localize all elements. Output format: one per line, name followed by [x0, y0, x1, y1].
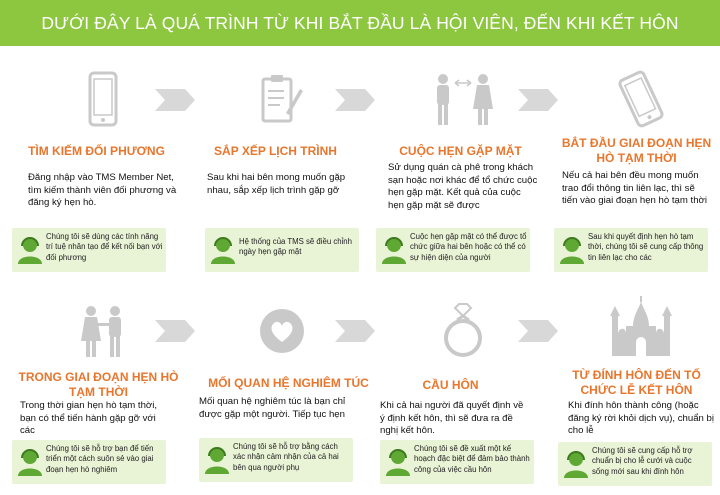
support-note — [558, 442, 712, 486]
step-description: Sau khi hai bên mong muốn gặp nhau, sắp xếp lịch trình gặp gỡ — [207, 172, 346, 196]
support-agent-icon — [385, 448, 411, 476]
support-note-text: Chúng tôi sẽ hỗ trợ bạn để tiến triển một cách suôn sẻ vào giai đoạn hẹn hò nghiêm — [46, 444, 154, 474]
support-note-text: Cuộc hẹn gặp mặt có thể được tổ chức giữa hai bên hoặc có thể có sự hiện diện của người — [410, 232, 527, 262]
support-note — [199, 438, 353, 482]
support-note-text: Chúng tôi sẽ đề xuất một kế hoạch đặc biệt để đảm bảo thành công của việc cầu hôn — [414, 444, 530, 474]
page-header — [0, 0, 720, 46]
support-note — [376, 228, 530, 272]
support-note — [380, 440, 534, 484]
support-agent-icon — [17, 448, 43, 476]
phone-icon — [20, 68, 185, 130]
support-note — [12, 228, 166, 272]
couple-icon — [380, 68, 545, 130]
step-title: TÌM KIẾM ĐỐI PHƯƠNG — [28, 144, 165, 158]
support-note — [554, 228, 708, 272]
page-title: DƯỚI ĐÂY LÀ QUÁ TRÌNH TỪ KHI BẮT ĐẦU LÀ HỘI VIÊN, ĐẾN KHI KẾT HÔN — [41, 12, 679, 33]
step-description: Sử dụng quán cà phê trong khách sạn hoặc nơi khác để tổ chức cuộc hẹn gặp mặt. Kết quả của cuộc hẹn gặp mặt sẽ được — [388, 162, 538, 211]
step-description: Nếu cả hai bên đều mong muốn trao đổi thông tin liên lạc, thì sẽ tiến vào giai đoạn hẹn hò tạm thời — [562, 170, 707, 207]
step-description: Khi đính hôn thành công (hoặc đăng ký rời khỏi dịch vụ), chuẩn bị cho lễ — [568, 400, 715, 437]
support-note-text: Chúng tôi sẽ dùng các tính năng trí tuệ nhân tạo để kết nối bạn với đối phương — [46, 232, 163, 262]
support-note-text: Chúng tôi sẽ hỗ trợ bằng cách xác nhận cảm nhận của cả hai bên qua người phụ — [233, 442, 339, 472]
heart-icon — [199, 300, 364, 362]
support-agent-icon — [210, 236, 236, 264]
step-title: CẦU HÔN — [422, 378, 479, 392]
support-note — [12, 440, 166, 484]
support-agent-icon — [563, 450, 589, 478]
step-title: CUỘC HẸN GẶP MẶT — [399, 144, 522, 158]
step-title: TRONG GIAI ĐOẠN HẸN HÒ TẠM THỜI — [18, 370, 179, 399]
support-note-text: Chúng tôi sẽ cung cấp hỗ trợ chuẩn bị cho lễ cưới và cuộc sống mới sau khi đính hôn — [592, 446, 693, 476]
step-description: Mối quan hệ nghiêm túc là bạn chỉ được gặp một người. Tiếp tục hẹn — [199, 396, 346, 420]
ring-icon — [380, 300, 545, 362]
clipboard-pen-icon — [199, 68, 364, 130]
support-note — [205, 228, 359, 272]
support-note-text: Sau khi quyết định hẹn hò tạm thời, chúng tôi sẽ cung cấp thông tin liên lạc cho các — [588, 232, 704, 262]
support-note-text: Hệ thống của TMS sẽ điều chỉnh ngày hẹn gặp mặt — [239, 237, 352, 257]
support-agent-icon — [381, 236, 407, 264]
support-agent-icon — [204, 446, 230, 474]
couple-together-icon — [20, 300, 185, 362]
phone-tilted-icon — [558, 68, 720, 130]
step-title: BẮT ĐẦU GIAI ĐOẠN HẸN HÒ TẠM THỜI — [561, 136, 712, 165]
chapel-icon — [558, 296, 720, 358]
step-title: SẮP XẾP LỊCH TRÌNH — [214, 144, 337, 158]
step-title: TỪ ĐÍNH HÔN ĐẾN TỔ CHỨC LỄ KẾT HÔN — [572, 368, 701, 397]
support-agent-icon — [17, 236, 43, 264]
step-description: Trong thời gian hẹn hò tạm thời, bạn có thể tiến hành gặp gỡ với các — [20, 400, 158, 437]
step-description: Đăng nhập vào TMS Member Net, tìm kiếm thành viên đối phương và đăng ký hẹn hò. — [28, 172, 177, 209]
support-agent-icon — [559, 236, 585, 264]
step-description: Khi cả hai người đã quyết định về ý định kết hôn, thì sẽ đưa ra đề nghị kết hôn. — [380, 400, 524, 437]
step-title: MỐI QUAN HỆ NGHIÊM TÚC — [208, 376, 369, 390]
